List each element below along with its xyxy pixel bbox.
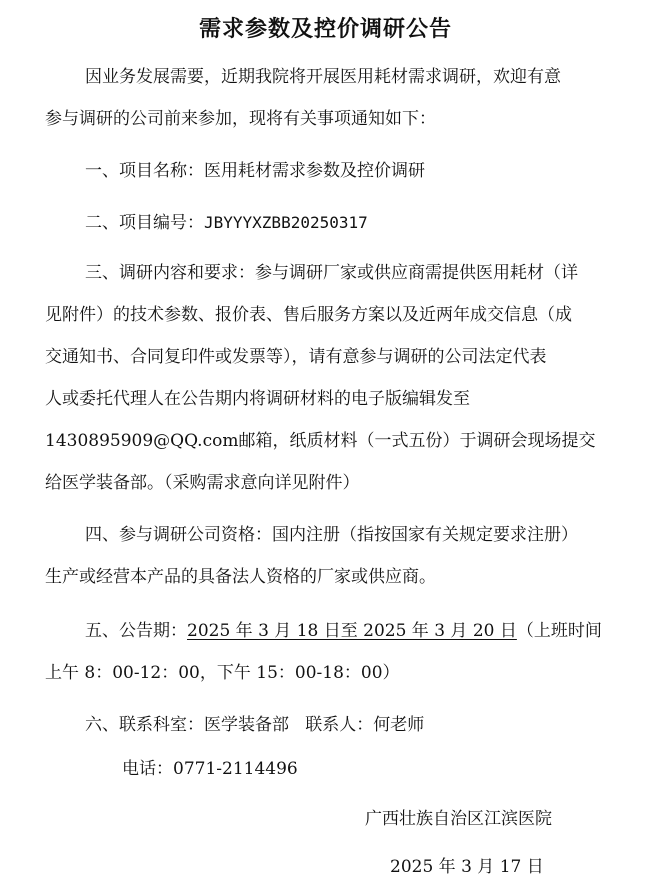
item-project-name: 一、项目名称：医用耗材需求参数及控价调研 [85, 161, 425, 181]
item6-phone: 电话：0771-2114496 [122, 759, 298, 779]
item3-line-4: 人或委托代理人在公告期内将调研材料的电子版编辑发至 [45, 389, 470, 409]
item4-line-1: 四、参与调研公司资格：国内注册（指按国家有关规定要求注册） [85, 525, 578, 545]
item3-line-1: 三、调研内容和要求：参与调研厂家或供应商需提供医用耗材（详 [85, 263, 578, 283]
contact-email: 1430895909@QQ.com [45, 431, 239, 451]
notice-period-after: （上班时间 [516, 621, 602, 641]
project-number-label: 二、项目编号： [85, 213, 204, 233]
item3-line-5 [45, 430, 595, 452]
item3-line-6: 给医学装备部。（采购需求意向详见附件） [45, 473, 360, 493]
item3-line-3: 交通知书、合同复印件或发票等），请有意参与调研的公司法定代表 [45, 347, 547, 367]
item3-line-2: 见附件）的技术参数、报价表、售后服务方案以及近两年成交信息（成 [45, 305, 572, 325]
intro-line-1: 因业务发展需要，近期我院将开展医用耗材需求调研，欢迎有意 [85, 67, 561, 87]
notice-period-dates: 2025 年 3 月 18 日至 2025 年 3 月 20 日 [187, 621, 517, 641]
signature-org: 广西壮族自治区江滨医院 [365, 809, 552, 829]
signature-date: 2025 年 3 月 17 日 [390, 857, 544, 877]
notice-period-label: 五、公告期： [85, 621, 187, 641]
project-number-code: JBYYYXZBB20250317 [204, 213, 368, 232]
item-project-number [85, 212, 368, 234]
item4-line-2: 生产或经营本产品的具备法人资格的厂家或供应商。 [45, 567, 436, 587]
item5-line-2: 上午 8：00-12：00，下午 15：00-18：00） [45, 663, 400, 683]
page-title: 需求参数及控价调研公告 [198, 16, 452, 42]
item6-contact: 六、联系科室：医学装备部 联系人：何老师 [85, 715, 425, 735]
item3-line-5-rest: 邮箱，纸质材料（一式五份）于调研会现场提交 [238, 431, 596, 451]
intro-line-2: 参与调研的公司前来参加，现将有关事项通知如下： [45, 109, 436, 129]
item5-line-1 [85, 620, 602, 642]
